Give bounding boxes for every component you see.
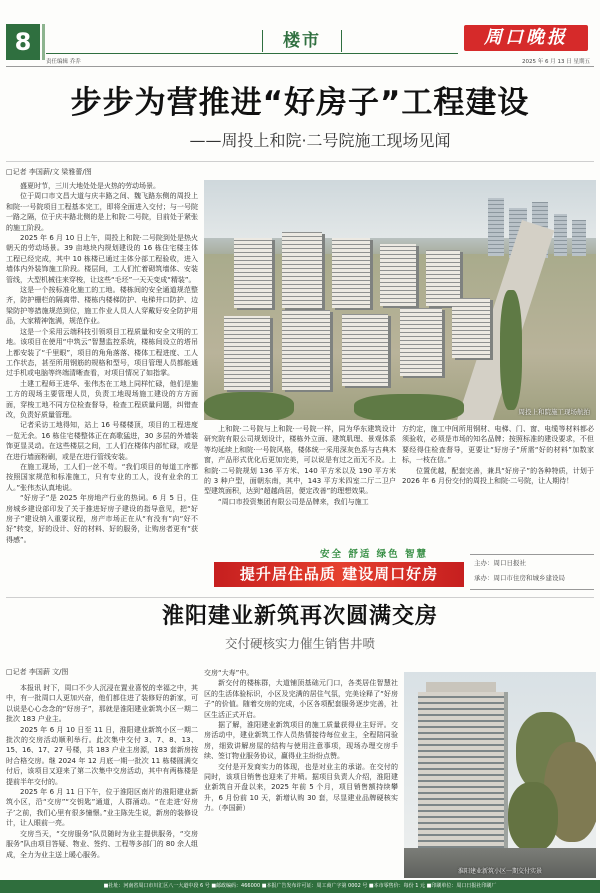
- newspaper-masthead-logo: 周口晚报: [464, 25, 588, 51]
- page-number: 8: [6, 24, 40, 60]
- footer-info-strip: ■社址：河南省周口市川汇区八一大道中段 6 号 ■邮政编码：466000 ■本报广告发布许可证：周工商广字第 0002 号 ■本市零售价：每份 1 元 ■印刷单位：周口日报社印刷厂: [0, 880, 600, 893]
- issue-date: 2025 年 6 月 13 日 星期五: [522, 59, 590, 65]
- article1-column-left: [6, 181, 198, 593]
- section-label: 楼市: [283, 31, 321, 51]
- paragraph: “好房子”是 2025 年房地产行业的热词。6 月 5 日，住房城乡建设部印发了关于推进好房子建设的指导意见，把“好房子”建设纳入重要议程，房产市场正在从“有没有”向“好不好”转变，好的设计、好的材料、好的服务，让购房者更有“获得感”。: [6, 494, 198, 544]
- building-under-construction: [452, 298, 490, 358]
- paragraph: 在施工现场，工人们一丝不苟。“我们项目的每道工序都按照国家规范和标准施工，只有专业的工人，没有业余的工人。”张伟杰认真地说。: [6, 462, 198, 492]
- header-divider: [6, 66, 594, 67]
- background-tower: [572, 220, 586, 256]
- article2-subtitle: 交付硬核实力催生销售井喷: [224, 636, 375, 651]
- building-under-construction: [400, 308, 442, 376]
- banner-slogan-keywords: 安全 舒适 绿色 智慧: [320, 549, 428, 560]
- tree: [508, 782, 558, 852]
- article2-column-middle: [204, 668, 398, 878]
- article-separator: [6, 597, 594, 598]
- article2-headline: 淮阳建业新筑再次圆满交房: [161, 604, 438, 629]
- building-under-construction: [282, 310, 330, 390]
- building-under-construction: [282, 232, 322, 308]
- paragraph: 盛夏时节，三川大地处处是火热的劳动场景。: [20, 182, 160, 190]
- tree-cluster: [354, 394, 464, 420]
- banner-co-organizer: 承办：周口市住房和城乡建设局: [474, 574, 565, 582]
- article1-divider: [6, 161, 594, 162]
- paragraph: 交付是开发商实力的体现，也是对业主的承诺。在交付的同时，该项目销售也迎来了井喷。据项目负责人介绍，淮阳建业新筑自开盘以来，2025 年前 5 个月，项目销售额持续攀升，6 月份前 10 天，新增认购 30 套，尽显建业品牌硬核实力。（李国薪）: [204, 762, 398, 813]
- tree-cluster: [204, 392, 294, 420]
- paragraph: 2025 年 6 月 10 日至 11 日，淮阳建业新筑小区一期二批次的交房活动顺利举行。此次集中交付 3、7、8、13、15、16、17、27 号楼，共 183 户业主房源，183 套新房按时合格交房。继 2024 年 12 月底一期一批次 11 栋楼圆满交付后，该项目又迎来了第二次集中交房活动，其中有两栋楼是提前半年交付的。: [6, 725, 198, 786]
- paragraph: 方约定，施工中间所用钢材、电梯、门、窗、电缆等材料都必须验收，必须是市场的知名品牌；按照标准的建设要求，不但要经得住检查督导，更要让“好房子”所需“好的材料”加数家标，一枝在信。”: [402, 425, 594, 465]
- construction-site-aerial-photo: [204, 180, 596, 420]
- paragraph: 2025 年 6 月 11 日下午，位于淮阳区南片的淮阳建业新筑小区，沿“交房”“交钥匙”通道，人群涌动。“在走进‘好房子’之前，我们心里有很多憧憬。”业主陈先生说，新房的装修设计，让人眼前一亮。: [6, 788, 198, 828]
- article1-column-middle: [204, 424, 396, 546]
- page-number-accent: [42, 24, 45, 60]
- article2-column-left: [6, 683, 198, 878]
- paragraph: 本报讯 时下，周口不少人沉浸在置业喜悦的幸福之中，其中，有一批周口人更加兴奋，他们都住进了装修好的新家，可以说是心心念念的“好房子”，那就是淮阳建业新筑小区一期二批次 183 户业主。: [6, 684, 198, 724]
- paragraph: 交房当天，“交房服务”队员随时为业主提供服务，“交房服务”队由项目答疑、物业、签约、工程等多部门的 80 余人组成，全力为业主送上暖心服务。: [6, 829, 198, 859]
- campaign-banner: [204, 548, 596, 592]
- article1-byline: □记者 李国薪/文 梁雅蕾/图: [6, 168, 92, 176]
- background-tower: [488, 198, 504, 256]
- article1-headline: 步步为营推进“好房子”工程建设: [70, 85, 530, 121]
- article1-column-right: [402, 424, 594, 546]
- paragraph: 2025 年 6 月 10 日上午，周投上和院·二号院到处是热火朝天的劳动场景。39 亩地块内规划建设的 16 栋住宅楼主体工程已经完成，其中 10 栋楼已通过主体分部工程验收，进入墙体内外装饰施工阶段。楼层间，工人们忙着砌筑墙体、安装管线，大型机械往来穿梭，让这些“毛坯”一天天变成“精装”。: [6, 234, 198, 284]
- paragraph: 这是一个按标准化施工的工地。楼栋间的安全通道规范整齐，防护栅栏的隔离带、楼栋内楼梯防护、电梯井口防护、边梁防护等措施规范到位，施工作业人员人人穿戴好安全防护用品，大家精神饱满，规范作业。: [6, 286, 198, 326]
- banner-organizer: 主办：周口日报社: [474, 559, 526, 567]
- paragraph: 位置优越，配套完善，兼具“好房子”的各种特质，计划于 2026 年 6 月份交付的周投上和院·二号院，让人期待！: [402, 466, 594, 486]
- building-under-construction: [332, 238, 370, 308]
- building-under-construction: [342, 314, 388, 386]
- article1-subtitle: ——周投上和院·二号院施工现场见闻: [189, 131, 451, 150]
- paragraph: 上和院·二号院与上和院·一号院一样，同为华东建筑设计研究院有限公司规划设计，楼栋外立面、建筑肌理、景观体系等均延续上和院·一号院风格，楼体统一采用深灰色系与古典木窗，产品形式优化后更加完美，可以说是有过之而无不及。上和院·二号院规划 136 平方米、140 平方米以及 190 平方米的 3 种户型，面朝东南，其中，143 平方米四室二厅二卫户型建筑面积，达到“超越尚居，便定改善”的理想效果。: [204, 425, 396, 496]
- tree-cluster: [500, 290, 522, 410]
- building-under-construction: [234, 238, 272, 308]
- banner-slogan-main: 提升居住品质 建设周口好房: [214, 562, 464, 587]
- paragraph: 土建工程师王进华、张伟杰在工地上同样忙碌，他们是施工方的现场主要管理人员，负责工地现场施工建设的方方面面，穿梭工地不同方位检查督导，检查工程质量问题，纠错查改，负责好质量管理。: [6, 379, 198, 419]
- background-tower: [554, 214, 567, 256]
- paragraph: 交房“大寿”中。: [204, 669, 254, 677]
- header-rule: [46, 53, 458, 54]
- building-under-construction: [224, 316, 270, 390]
- paragraph: 新交付的楼栋群，大道铺顶基础元门口，各类居住智慧社区的生活体验标识，小区及完满的居住气氛，完美诠释了“好房子”的价值。随着交房的完成，小区各项配套服务逐步完善，社区生活正式开启。: [204, 679, 398, 719]
- photo-caption: 淮阳建业新筑小区一期交付实景: [457, 868, 542, 875]
- photo-caption: 周投上和院施工现场航拍: [518, 408, 590, 416]
- paragraph: 据了解，淮阳建业新筑项目的施工质量获得业主好评。交房活动中，建业新筑工作人员热情接待每位业主，全程陪同验房，细致讲解房屋的结构与使用注意事项，现场办理交房手续、签订物业服务协议，赢得业主纷纷点赞。: [204, 721, 398, 761]
- paragraph: 这是一个采用云端科技引领项目工程质量和安全文明的工地。该项目在使用“中筑云”智慧监控系统，楼栋间设立的塔吊上都安装了“千里眼”，项目的角角落落、楼体工程进度、工人工作状态，甚至所用钢筋的规格和型号，项目管理人员都能通过手机或电脑等终端清晰查看，对项目情况了如指掌。: [6, 327, 198, 378]
- editor-credit: 责任编辑 乔乔: [46, 59, 81, 65]
- banner-organizers: [470, 554, 594, 590]
- paragraph: 记者采访工地得知，站上 16 号楼楼顶，项目的工程进度一览无余。16 栋住宅楼整体正在高歌猛进，30 多层的外墙装饰更显灵动。在这些楼层之间，工人们在楼体内部忙碌，或是在进行墙面粉刷，或是在进行管线安装。: [6, 421, 198, 461]
- building-under-construction: [380, 244, 416, 306]
- residential-tower-photo: [404, 672, 596, 878]
- paragraph: 位于周口市文昌大道与庆丰路之间、魏飞路东侧的周投上和院·一号院项目工程基本完工，即将全面进入交付；与一号院一路之隔，位于庆丰路北侧的是上和院·二号院，目前处于紧张的施工阶段。: [6, 192, 198, 232]
- paragraph: “周口市投资集团有限公司是品牌来，我们与施工: [218, 497, 369, 506]
- article2-byline: □记者 李国薪 文/图: [6, 668, 69, 676]
- section-label-frame: [262, 30, 342, 52]
